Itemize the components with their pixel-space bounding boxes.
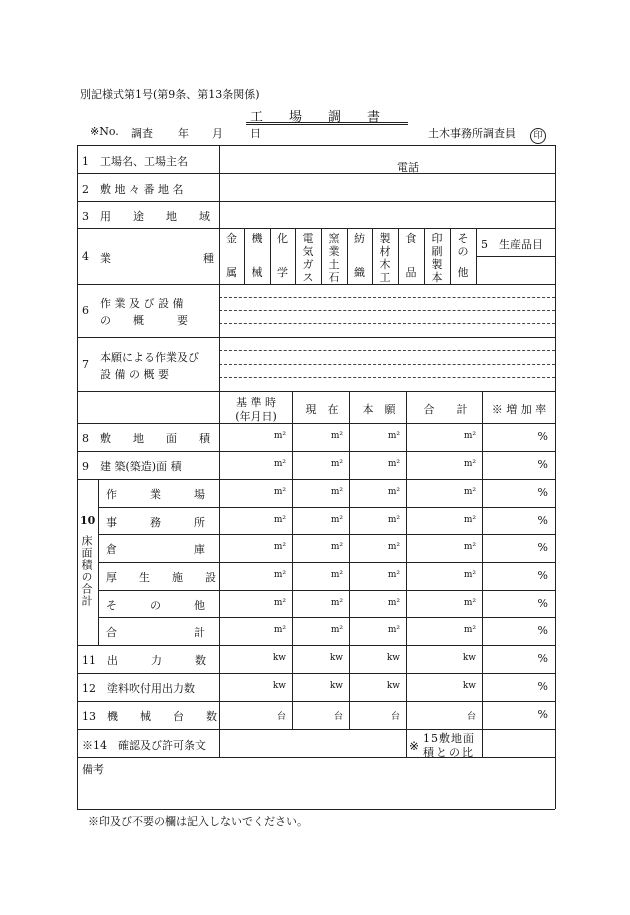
industry-7-top: 製 材 木 工 <box>379 232 391 284</box>
industry-2-bottom: 械 <box>251 266 263 279</box>
row-11-label: 11 出 力 数 <box>82 654 206 667</box>
floor-item-1-label: 作 業 場 <box>106 488 205 501</box>
floor-item-4-unit-3: m² <box>387 570 400 580</box>
row-9-unit-1: m² <box>273 459 286 469</box>
row-9-label: 9 建 築(築造)面 積 <box>82 460 182 473</box>
floor-item-4-label: 厚 生 施 設 <box>106 571 216 584</box>
row-13-label: 13 機 械 台 数 <box>82 710 217 723</box>
row-10-number: 10 <box>80 514 96 527</box>
row-9-unit-3: m² <box>387 459 400 469</box>
day-label: 日 <box>250 127 261 140</box>
title-underline-2 <box>246 124 408 125</box>
baseline-header-line-1: 基 準 時 <box>236 396 276 409</box>
row-11-percent: % <box>537 652 548 665</box>
survey-label: 調査 <box>131 127 153 140</box>
industry-1-bottom: 属 <box>226 266 237 279</box>
row-4-word-a: 業 <box>100 252 111 265</box>
row-15-line-1: 15敷地面 <box>423 732 475 745</box>
floor-item-5-unit-2: m² <box>330 598 343 608</box>
industry-4-top: 電 気 ガ ス <box>302 232 314 284</box>
floor-item-5-unit-1: m² <box>273 598 286 608</box>
floor-item-6-unit-1: m² <box>273 625 286 635</box>
row-13-percent: % <box>537 708 548 721</box>
floor-item-3-unit-4: m² <box>463 542 476 552</box>
industry-8-top: 食 <box>405 232 417 245</box>
current-header: 現 在 <box>305 403 339 416</box>
form-number: 別記様式第1号(第9条、第13条関係) <box>80 88 260 101</box>
row-13-unit-1: 台 <box>276 712 286 722</box>
industry-2-top: 機 <box>251 232 263 245</box>
floor-item-3-unit-2: m² <box>330 542 343 552</box>
floor-item-2-unit-2: m² <box>330 515 343 525</box>
floor-item-5-unit-3: m² <box>387 598 400 608</box>
industry-10-bottom: 他 <box>457 266 469 279</box>
page-title: 工 場 調 書 <box>250 110 381 125</box>
floor-item-3-label: 倉 庫 <box>106 543 205 556</box>
industry-10-top: そ の <box>457 232 469 258</box>
row-15-line-2: 積との比 <box>423 746 475 759</box>
row-6-number: 6 <box>82 304 89 317</box>
no-label: ※No. <box>90 125 119 138</box>
month-label: 月 <box>212 127 223 140</box>
row-15-mark: ※ <box>409 739 420 753</box>
inspector-label: 土木事務所調査員 <box>428 127 516 140</box>
application-header: 本 願 <box>362 403 396 416</box>
seal-icon: 印 <box>530 128 546 144</box>
row-11-unit-2: kw <box>329 653 343 663</box>
floor-item-2-label: 事 務 所 <box>106 516 205 529</box>
floor-item-6-unit-3: m² <box>387 625 400 635</box>
row-13-unit-3: 台 <box>390 712 400 722</box>
floor-item-2-unit-4: m² <box>463 515 476 525</box>
remarks-label: 備考 <box>82 763 104 776</box>
year-label: 年 <box>178 127 189 140</box>
row-9-unit-2: m² <box>330 459 343 469</box>
row-12-unit-1: kw <box>272 681 286 691</box>
industry-6-top: 紡 <box>354 232 365 245</box>
phone-label: 電話 <box>397 161 419 174</box>
row-12-label: 12 塗料吹付用出力数 <box>82 682 195 695</box>
row-9-unit-4: m² <box>463 459 476 469</box>
row-4-word-b: 種 <box>203 252 214 265</box>
row-7-line-1: 本願による作業及び <box>100 351 199 364</box>
industry-6-bottom: 織 <box>354 266 365 279</box>
floor-area-side-label: 床面積の合計 <box>80 535 93 607</box>
row-13-unit-2: 台 <box>333 712 343 722</box>
row-8-unit-2: m² <box>330 431 343 441</box>
floor-item-5-percent: % <box>537 597 548 610</box>
row-1-label: 1 工場名、工場主名 <box>82 155 188 168</box>
floor-item-1-unit-3: m² <box>387 487 400 497</box>
floor-item-4-unit-2: m² <box>330 570 343 580</box>
row-8-unit-4: m² <box>463 431 476 441</box>
floor-item-1-unit-1: m² <box>273 487 286 497</box>
baseline-header-line-2: (年月日) <box>235 410 277 423</box>
floor-item-1-unit-4: m² <box>463 487 476 497</box>
floor-item-6-unit-2: m² <box>330 625 343 635</box>
industry-1-top: 金 <box>226 232 237 245</box>
row-12-unit-2: kw <box>329 681 343 691</box>
row-2-label: 2 敷 地 々 番 地 名 <box>82 183 184 196</box>
floor-item-2-percent: % <box>537 514 548 527</box>
floor-item-1-percent: % <box>537 486 548 499</box>
row-11-unit-3: kw <box>386 653 400 663</box>
row-6-line-2: の 概 要 <box>100 314 188 327</box>
row-7-line-2: 設 備 の 概 要 <box>100 368 169 381</box>
row-9-percent: % <box>537 458 548 471</box>
increase-header: ※ 増 加 率 <box>491 403 547 416</box>
row-12-unit-4: kw <box>462 681 476 691</box>
floor-item-1-unit-2: m² <box>330 487 343 497</box>
row-14-label: ※14 確認及び許可条文 <box>82 739 206 752</box>
floor-item-2-unit-1: m² <box>273 515 286 525</box>
floor-item-3-percent: % <box>537 541 548 554</box>
row-8-unit-1: m² <box>273 431 286 441</box>
row-3-label: 3 用 途 地 域 <box>82 210 210 223</box>
floor-item-4-unit-4: m² <box>463 570 476 580</box>
row-8-label: 8 敷 地 面 積 <box>82 432 210 445</box>
row-12-unit-3: kw <box>386 681 400 691</box>
row-13-unit-4: 台 <box>466 712 476 722</box>
title-underline-1 <box>246 122 408 123</box>
floor-item-6-label: 合 計 <box>106 626 205 639</box>
seal-mark <box>530 123 546 144</box>
floor-item-4-unit-1: m² <box>273 570 286 580</box>
industry-8-bottom: 品 <box>405 266 417 279</box>
industry-3-top: 化 <box>277 232 288 245</box>
floor-item-2-unit-3: m² <box>387 515 400 525</box>
row-4-number: 4 <box>82 250 89 263</box>
row-6-line-1: 作 業 及 び 設 備 <box>100 297 184 310</box>
floor-item-5-unit-4: m² <box>463 598 476 608</box>
floor-item-6-percent: % <box>537 624 548 637</box>
row-7-number: 7 <box>82 358 89 371</box>
industry-3-bottom: 学 <box>277 266 288 279</box>
floor-item-6-unit-4: m² <box>463 625 476 635</box>
floor-item-3-unit-3: m² <box>387 542 400 552</box>
floor-item-5-label: そ の 他 <box>106 599 205 612</box>
row-11-unit-1: kw <box>272 653 286 663</box>
row-8-percent: % <box>537 430 548 443</box>
row-12-percent: % <box>537 680 548 693</box>
floor-item-3-unit-1: m² <box>273 542 286 552</box>
row-8-unit-3: m² <box>387 431 400 441</box>
floor-item-4-percent: % <box>537 569 548 582</box>
row-11-unit-4: kw <box>462 653 476 663</box>
footnote: ※印及び不要の欄は記入しないでください。 <box>88 815 308 828</box>
row-5-label: 5 生産品目 <box>481 238 543 251</box>
industry-9-top: 印 刷 製 本 <box>431 232 443 284</box>
industry-5-top: 窯 業 土 石 <box>328 232 340 284</box>
total-header: 合 計 <box>423 403 468 416</box>
